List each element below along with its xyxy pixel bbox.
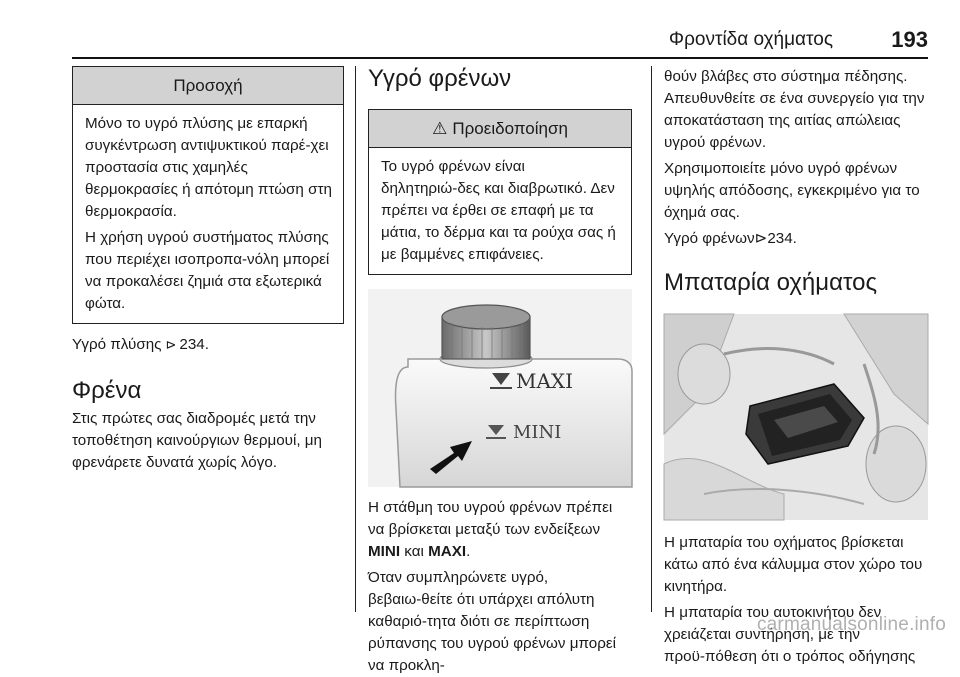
column-divider xyxy=(355,66,356,612)
page-ref-arrow-icon: ⊳ xyxy=(754,230,768,247)
brakes-text: Στις πρώτες σας διαδρομές μετά την τοποθέτηση καινούργιων θερμουί, μη φρενάρετε δυνατά χωρίς λόγο. xyxy=(72,410,322,471)
column-middle xyxy=(368,66,632,677)
brake-fluid-reference[interactable] xyxy=(664,228,928,250)
warning-heading-text: Προειδοποίηση xyxy=(452,119,568,138)
warning-body xyxy=(369,148,631,274)
level-min: MINI xyxy=(368,543,401,560)
reference-page: 234. xyxy=(767,230,797,247)
brake-fluid-heading: Υγρό φρένων xyxy=(368,65,512,92)
battery-heading: Μπαταρία οχήματος xyxy=(664,269,878,296)
column-right xyxy=(664,66,928,668)
level-text: Η στάθμη του υγρού φρένων πρέπει να βρίσκεται μεταξύ των ενδείξεων MINI και MAXI. xyxy=(368,499,613,560)
reservoir-illustration xyxy=(368,289,632,487)
min-label: MINI xyxy=(513,422,562,443)
spec-text: Χρησιμοποιείτε μόνο υγρό φρένων υψηλής απόδοσης, εγκεκριμένο για το όχημά σας. xyxy=(664,160,920,221)
header-title: Φροντίδα οχήματος xyxy=(668,29,833,50)
caution-body xyxy=(73,105,343,323)
reference-text: Υγρό φρένων xyxy=(664,230,755,247)
reservoir-cap-top xyxy=(442,305,530,329)
column-left xyxy=(72,66,344,474)
warning-text: Το υγρό φρένων είναι δηλητηριώ‑δες και διαβρωτικό. Δεν πρέπει να έρθει σε επαφή με τα μάτια, το δέρμα και τα ρούχα σας ή με βαμμένες επιφάνειες. xyxy=(381,158,616,263)
brakes-heading: Φρένα xyxy=(72,377,142,404)
column-divider xyxy=(651,66,652,612)
continued-text: θούν βλάβες στο σύστημα πέδησης. Απευθυνθείτε σε ένα συνεργείο για την αποκατάσταση της αιτίας απώλειας υγρού φρένων. xyxy=(664,68,925,151)
reference-text: Υγρό πλύσης xyxy=(72,336,162,353)
page-header xyxy=(72,22,928,52)
level-max: MAXI xyxy=(428,543,467,560)
battery-location-text: Η μπαταρία του οχήματος βρίσκεται κάτω από ένα κάλυμμα στον χώρο του κινητήρα. xyxy=(664,534,923,595)
washer-fluid-reference[interactable] xyxy=(72,334,344,356)
watermark: carmanualsonline.info xyxy=(756,614,946,635)
caution-heading: Προσοχή xyxy=(73,67,343,105)
battery-figure xyxy=(664,314,928,520)
caution-paragraph: Μόνο το υγρό πλύσης με επαρκή συγκέντρωση αντιψυκτικού παρέ‑χει προστασία στις χαμηλές θερμοκρασίες ή απότομη πτώση στη θερμοκρασία. xyxy=(85,115,332,220)
page-ref-arrow-icon: ⊳ xyxy=(165,337,177,352)
header-rule xyxy=(72,57,928,59)
brake-fluid-reservoir-figure xyxy=(368,289,632,487)
page-number: 193 xyxy=(891,27,928,52)
battery-maintenance-text: Η μπαταρία του αυτοκινήτου δεν χρειάζεται συντήρηση, με την προϋ‑πόθεση ότι ο τρόπος οδήγησης xyxy=(664,604,916,665)
reference-page: 234. xyxy=(179,336,209,353)
caution-box xyxy=(72,66,344,324)
warning-box xyxy=(368,109,632,275)
engine-bay-illustration xyxy=(664,314,928,520)
warning-heading xyxy=(369,110,631,148)
caution-paragraph: Η χρήση υγρού συστήματος πλύσης που περιέχει ισοπροπα‑νόλη μπορεί να προκαλέσει ζημιά στα εξωτερικά φώτα. xyxy=(85,229,330,312)
warning-triangle-icon: ⚠ xyxy=(432,119,448,138)
refill-text: Όταν συμπληρώνετε υγρό, βεβαιω‑θείτε ότι υπάρχει απόλυτη καθαριό‑τητα διότι σε περίπτωση ρύπανσης του υγρού φρένων μπορεί να προκλη‑ xyxy=(368,569,616,674)
max-label: MAXI xyxy=(516,369,574,393)
